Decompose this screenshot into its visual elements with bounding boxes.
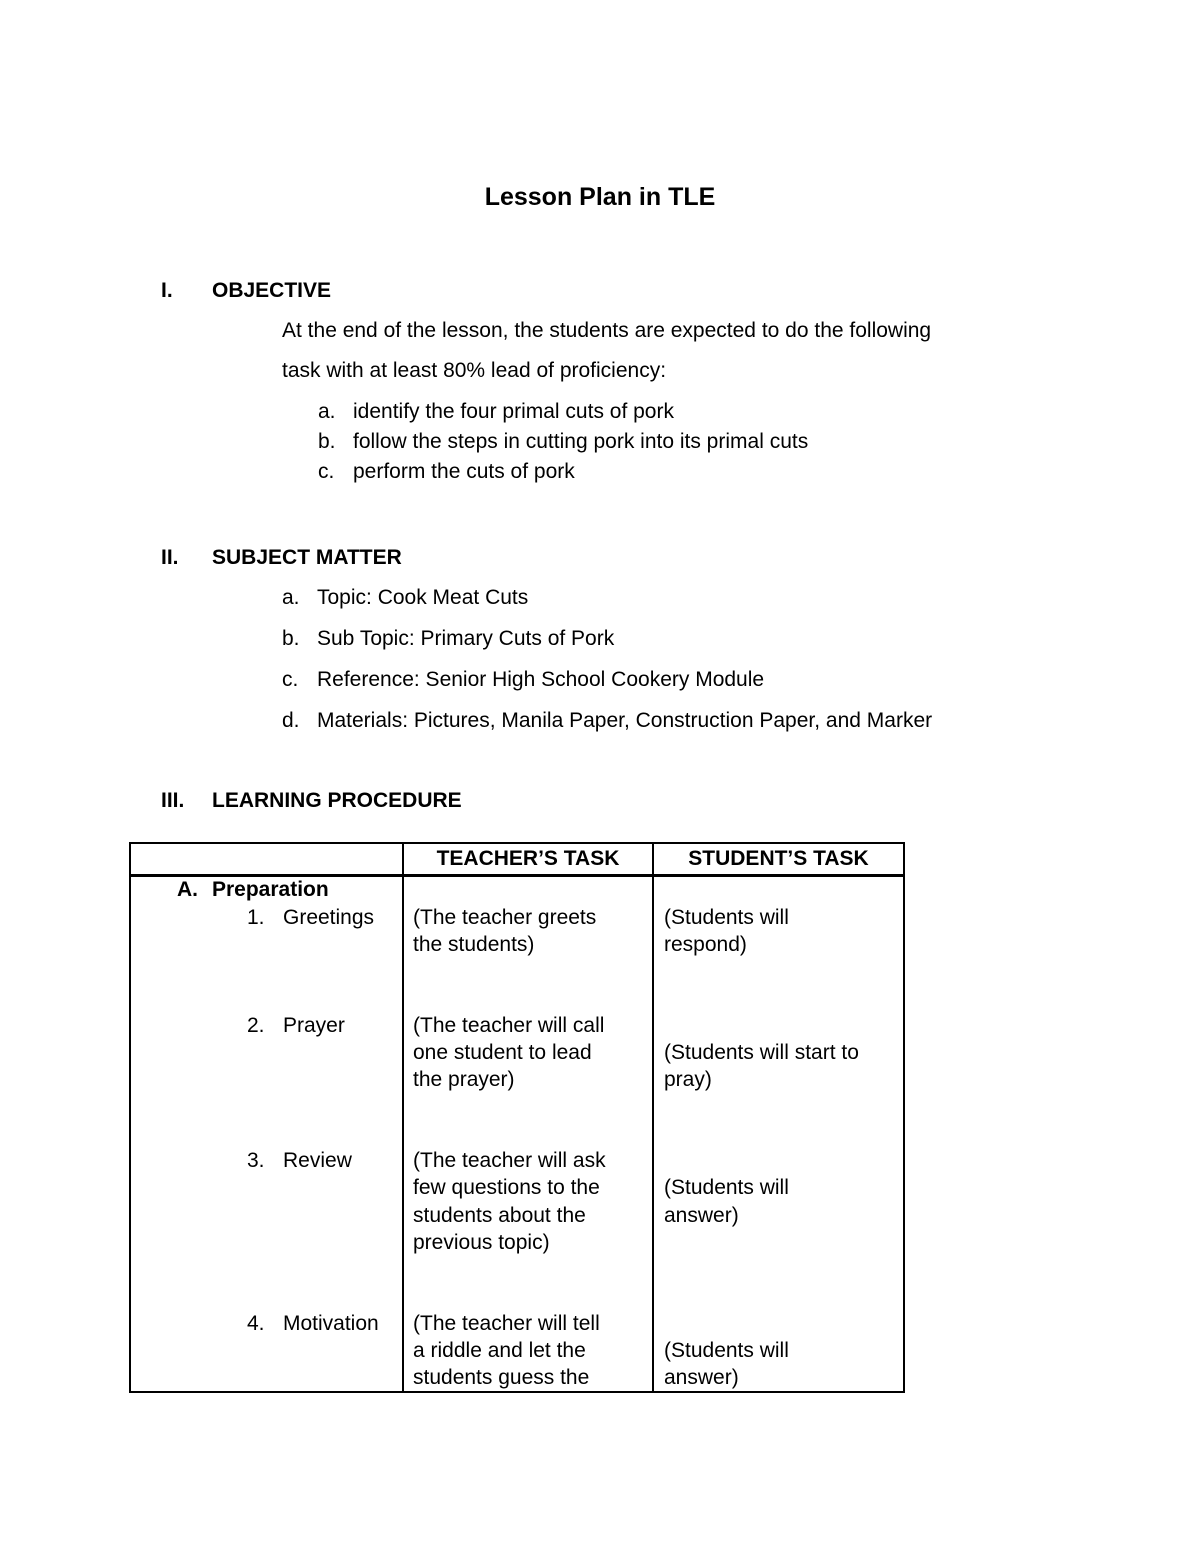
section-title-learning-procedure: LEARNING PROCEDURE <box>212 789 462 812</box>
teacher-task-line: few questions to the <box>413 1176 600 1199</box>
step-label: Review <box>283 1149 352 1172</box>
teacher-task-line: students about the <box>413 1204 586 1227</box>
steps-column <box>130 876 403 1393</box>
section-title-subject-matter: SUBJECT MATTER <box>212 546 402 569</box>
teacher-task-line: (The teacher greets <box>413 906 597 929</box>
student-task-line: (Students will <box>664 1176 789 1199</box>
teacher-task-line: the prayer) <box>413 1068 515 1091</box>
objective-intro-line-1: At the end of the lesson, the students are expected to do the following <box>282 319 932 342</box>
teacher-task-line: a riddle and let the <box>413 1339 586 1362</box>
student-task-line: answer) <box>664 1366 739 1389</box>
table-row <box>130 876 904 1393</box>
objective-item-letter: c. <box>318 460 335 483</box>
phase-letter: A. <box>177 878 198 901</box>
objective-intro-line-2: task with at least 80% lead of proficiency: <box>282 359 667 382</box>
student-task-line: (Students will start to <box>664 1041 859 1064</box>
subject-item-letter: d. <box>282 709 300 732</box>
teacher-task-line: students guess the <box>413 1366 590 1389</box>
student-task-line: respond) <box>664 933 747 956</box>
objective-item-letter: b. <box>318 430 336 453</box>
table-header-row <box>130 843 904 876</box>
student-task-line: answer) <box>664 1204 739 1227</box>
section-number-objective: I. <box>161 279 173 302</box>
step-number: 4. <box>247 1312 265 1335</box>
section-number-subject-matter: II. <box>161 546 179 569</box>
subject-item-letter: c. <box>282 668 299 691</box>
subject-item-text: Materials: Pictures, Manila Paper, Construction Paper, and Marker <box>317 709 933 732</box>
teacher-task-line: previous topic) <box>413 1231 550 1254</box>
header-cell-blank <box>130 843 403 876</box>
student-task-line: (Students will <box>664 1339 789 1362</box>
step-label: Motivation <box>283 1312 379 1335</box>
subject-item-text: Reference: Senior High School Cookery Module <box>317 668 765 691</box>
learning-procedure-table <box>129 842 905 1393</box>
header-cell-teachers-task: TEACHER’S TASK <box>403 843 653 876</box>
teacher-task-line: (The teacher will ask <box>413 1149 606 1172</box>
subject-item-text: Topic: Cook Meat Cuts <box>317 586 529 609</box>
teacher-task-line: (The teacher will call <box>413 1014 605 1037</box>
objective-item-letter: a. <box>318 400 336 423</box>
teacher-task-line: (The teacher will tell <box>413 1312 600 1335</box>
document-title: Lesson Plan in TLE <box>484 183 716 211</box>
step-number: 2. <box>247 1014 265 1037</box>
step-label: Prayer <box>283 1014 345 1037</box>
subject-item-letter: a. <box>282 586 300 609</box>
header-cell-students-task: STUDENT’S TASK <box>653 843 904 876</box>
teacher-task-line: the students) <box>413 933 535 956</box>
subject-item-text: Sub Topic: Primary Cuts of Pork <box>317 627 615 650</box>
objective-item-text: follow the steps in cutting pork into its primal cuts <box>353 430 809 453</box>
objective-item-text: perform the cuts of pork <box>353 460 575 483</box>
section-title-objective: OBJECTIVE <box>212 279 332 302</box>
teachers-task-column <box>403 876 653 1393</box>
students-task-column <box>653 876 904 1393</box>
section-number-learning-procedure: III. <box>161 789 185 812</box>
step-number: 1. <box>247 906 265 929</box>
objective-item-text: identify the four primal cuts of pork <box>353 400 674 423</box>
step-label: Greetings <box>283 906 375 929</box>
phase-title: Preparation <box>212 878 329 901</box>
teacher-task-line: one student to lead <box>413 1041 592 1064</box>
subject-item-letter: b. <box>282 627 300 650</box>
student-task-line: (Students will <box>664 906 789 929</box>
student-task-line: pray) <box>664 1068 712 1091</box>
step-number: 3. <box>247 1149 265 1172</box>
